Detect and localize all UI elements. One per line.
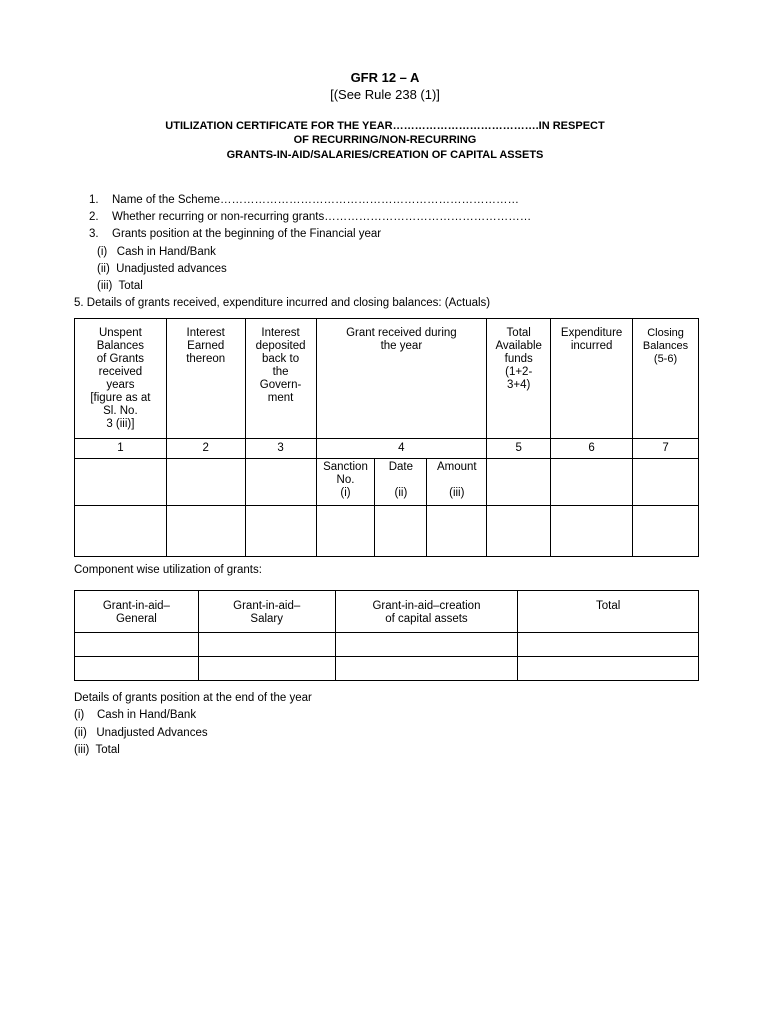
table-cell (75, 506, 167, 557)
table-cell (487, 459, 551, 506)
column-number: 2 (166, 439, 245, 459)
sub-header-sanction-no: Sanction No. (i) (316, 459, 375, 506)
component-utilization-table (74, 590, 699, 681)
header-closing-balances: Closing Balances (5-6) (633, 319, 699, 439)
header-interest-earned: Interest Earned thereon (166, 319, 245, 439)
item-2-grant-type: Whether recurring or non-recurring grants……………………………………………… (112, 211, 532, 223)
certificate-title-line-2: OF RECURRING/NON-RECURRING (293, 134, 477, 146)
table-cell (198, 657, 335, 681)
item-1-scheme-name: Name of the Scheme…………………………………………………………………… (112, 194, 520, 206)
end-total: (iii) Total (74, 744, 120, 756)
form-title: GFR 12 – A (350, 70, 420, 85)
grants-details-table (74, 318, 699, 557)
table-cell (166, 506, 245, 557)
sub-item-cash: (i) Cash in Hand/Bank (97, 246, 216, 258)
header-grant-capital-assets: Grant-in-aid–creation of capital assets (335, 591, 518, 633)
header-interest-deposited: Interest deposited back to the Govern- ment (245, 319, 316, 439)
rule-reference: [(See Rule 238 (1)] (330, 87, 440, 102)
header-total: Total (518, 591, 699, 633)
certificate-title-line-3: GRANTS-IN-AID/SALARIES/CREATION OF CAPITAL ASSETS (226, 149, 544, 161)
column-number: 7 (633, 439, 699, 459)
table-cell (427, 506, 487, 557)
table-cell (316, 506, 375, 557)
end-cash-in-hand: (i) Cash in Hand/Bank (74, 709, 197, 721)
table-cell (75, 459, 167, 506)
column-number: 6 (551, 439, 633, 459)
table-cell (198, 633, 335, 657)
table-cell (518, 657, 699, 681)
end-position-heading: Details of grants position at the end of the year (74, 692, 312, 704)
header-total-available: Total Available funds (1+2- 3+4) (487, 319, 551, 439)
item-5-details: 5. Details of grants received, expenditure incurred and closing balances: (Actuals) (74, 297, 491, 309)
item-1-number: 1. (89, 194, 99, 206)
table-cell (551, 459, 633, 506)
header-expenditure: Expenditure incurred (551, 319, 633, 439)
table-cell (633, 459, 699, 506)
table-cell (375, 506, 427, 557)
sub-item-advances: (ii) Unadjusted advances (97, 263, 227, 275)
table-cell (245, 506, 316, 557)
table-cell (75, 657, 199, 681)
header-grant-salary: Grant-in-aid– Salary (198, 591, 335, 633)
item-2-number: 2. (89, 211, 99, 223)
table-cell (75, 633, 199, 657)
table-cell (487, 506, 551, 557)
column-number: 4 (316, 439, 487, 459)
header-grant-general: Grant-in-aid– General (75, 591, 199, 633)
certificate-title-line-1: UTILIZATION CERTIFICATE FOR THE YEAR………………………………….IN RESPECT (165, 120, 605, 132)
sub-item-total: (iii) Total (97, 280, 143, 292)
header-grant-received: Grant received during the year (316, 319, 487, 439)
table-cell (335, 657, 518, 681)
sub-header-date: Date (ii) (375, 459, 427, 506)
column-number: 1 (75, 439, 167, 459)
column-number: 5 (487, 439, 551, 459)
column-number: 3 (245, 439, 316, 459)
table-cell (166, 459, 245, 506)
component-utilization-label: Component wise utilization of grants: (74, 564, 262, 576)
end-unadjusted-advances: (ii) Unadjusted Advances (74, 727, 208, 739)
sub-header-amount: Amount (iii) (427, 459, 487, 506)
table-cell (551, 506, 633, 557)
item-3-number: 3. (89, 228, 99, 240)
item-3-grants-position: Grants position at the beginning of the Financial year (112, 228, 382, 240)
table-cell (335, 633, 518, 657)
table-cell (245, 459, 316, 506)
header-unspent-balances: Unspent Balances of Grants received years [figure as at Sl. No. 3 (iii)] (75, 319, 167, 439)
table-cell (518, 633, 699, 657)
table-cell (633, 506, 699, 557)
